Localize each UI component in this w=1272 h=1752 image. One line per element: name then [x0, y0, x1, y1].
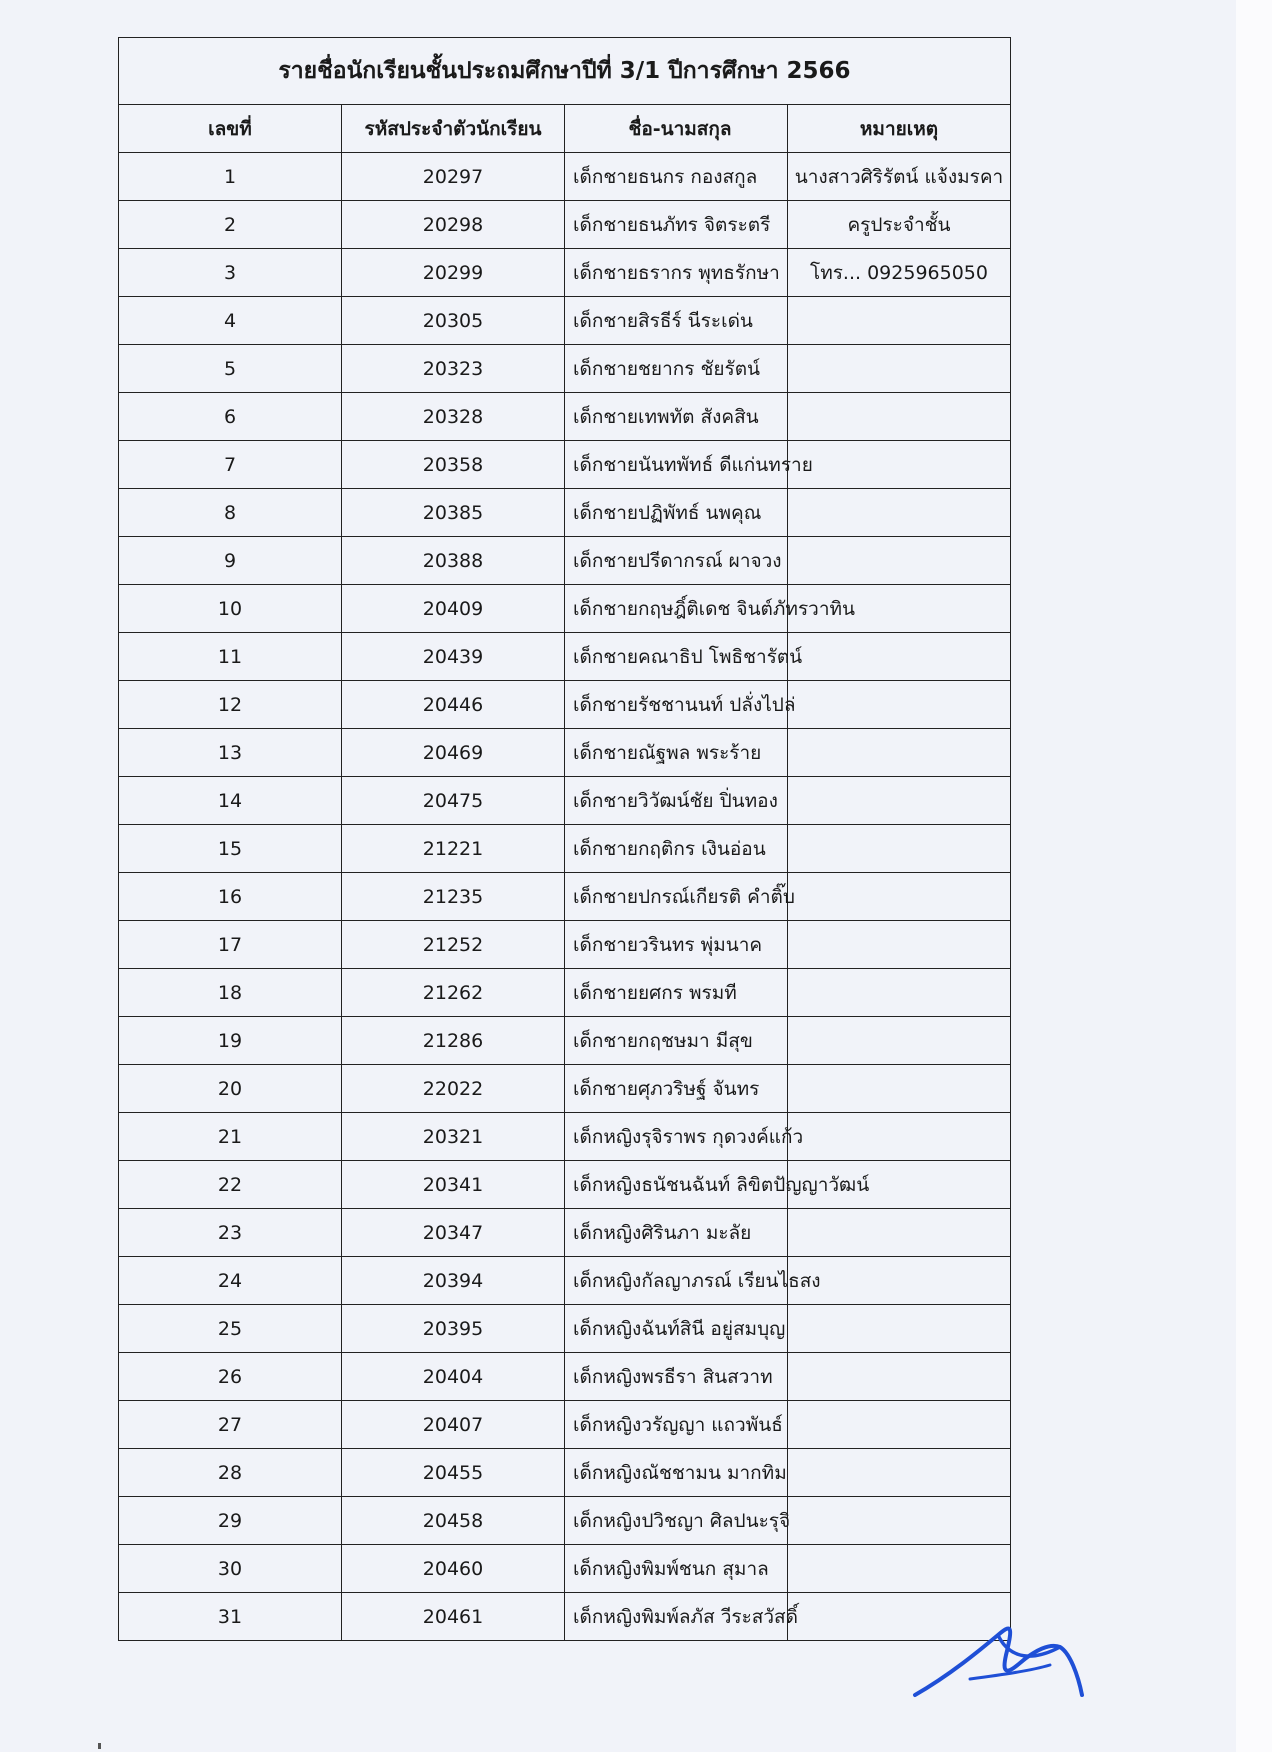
remark-cell	[788, 825, 1011, 873]
student-id: 20455	[342, 1449, 565, 1497]
header-student-id: รหัสประจำตัวนักเรียน	[342, 105, 565, 153]
student-id: 20299	[342, 249, 565, 297]
student-name: เด็กชายกฤษฎิ์ติเดช จินต์ภัทรวาทิน	[565, 585, 788, 633]
table-row	[119, 921, 1011, 969]
student-name: เด็กชายยศกร พรมที	[565, 969, 788, 1017]
remark-cell	[788, 1353, 1011, 1401]
student-id: 20409	[342, 585, 565, 633]
row-number: 12	[119, 681, 342, 729]
remark-cell	[788, 537, 1011, 585]
table-row	[119, 729, 1011, 777]
student-name: เด็กชายธนภัทร จิตระตรี	[565, 201, 788, 249]
table-row	[119, 489, 1011, 537]
header-name: ชื่อ-นามสกุล	[565, 105, 788, 153]
row-number: 15	[119, 825, 342, 873]
table-row	[119, 1305, 1011, 1353]
remark-cell: ครูประจำชั้น	[788, 201, 1011, 249]
student-name: เด็กหญิงพิมพ์ลภัส วีระสวัสดิ์	[565, 1593, 788, 1641]
scan-speck	[98, 1743, 101, 1749]
row-number: 4	[119, 297, 342, 345]
student-name: เด็กหญิงรุจิราพร กุดวงค์แก้ว	[565, 1113, 788, 1161]
table-row	[119, 873, 1011, 921]
student-id: 20321	[342, 1113, 565, 1161]
row-number: 14	[119, 777, 342, 825]
table-row	[119, 1113, 1011, 1161]
document-title: รายชื่อนักเรียนชั้นประถมศึกษาปีที่ 3/1 ปีการศึกษา 2566	[119, 38, 1011, 105]
student-name: เด็กหญิงวรัญญา แถวพันธ์	[565, 1401, 788, 1449]
student-id: 20458	[342, 1497, 565, 1545]
row-number: 29	[119, 1497, 342, 1545]
row-number: 7	[119, 441, 342, 489]
student-id: 20297	[342, 153, 565, 201]
student-id: 21286	[342, 1017, 565, 1065]
student-id: 20446	[342, 681, 565, 729]
student-name: เด็กชายธรากร พุทธรักษา	[565, 249, 788, 297]
remark-cell	[788, 1113, 1011, 1161]
remark-cell	[788, 873, 1011, 921]
student-name: เด็กหญิงพรธีรา สินสวาท	[565, 1353, 788, 1401]
table-row	[119, 777, 1011, 825]
row-number: 8	[119, 489, 342, 537]
table-row	[119, 633, 1011, 681]
student-name: เด็กชายชยากร ชัยรัตน์	[565, 345, 788, 393]
student-name: เด็กหญิงณัชชามน มากทิม	[565, 1449, 788, 1497]
table-row	[119, 585, 1011, 633]
remark-cell	[788, 489, 1011, 537]
table-row	[119, 969, 1011, 1017]
student-id: 21221	[342, 825, 565, 873]
student-name: เด็กหญิงกัลญาภรณ์ เรียนไธสง	[565, 1257, 788, 1305]
student-id: 20460	[342, 1545, 565, 1593]
row-number: 28	[119, 1449, 342, 1497]
student-id: 20358	[342, 441, 565, 489]
student-name: เด็กชายคณาธิป โพธิชารัตน์	[565, 633, 788, 681]
header-remarks: หมายเหตุ	[788, 105, 1011, 153]
student-name: เด็กหญิงศิรินภา มะลัย	[565, 1209, 788, 1257]
student-id: 21262	[342, 969, 565, 1017]
remark-cell	[788, 345, 1011, 393]
table-row	[119, 1017, 1011, 1065]
table-row	[119, 1257, 1011, 1305]
student-id: 20323	[342, 345, 565, 393]
student-id: 20407	[342, 1401, 565, 1449]
student-id: 20394	[342, 1257, 565, 1305]
remark-cell	[788, 1401, 1011, 1449]
student-roster-table	[118, 37, 1011, 1641]
row-number: 31	[119, 1593, 342, 1641]
table-row	[119, 1065, 1011, 1113]
student-name: เด็กชายณัฐพล พระร้าย	[565, 729, 788, 777]
student-name: เด็กชายสิรธีร์ นีระเด่น	[565, 297, 788, 345]
row-number: 3	[119, 249, 342, 297]
row-number: 6	[119, 393, 342, 441]
student-id: 20404	[342, 1353, 565, 1401]
row-number: 20	[119, 1065, 342, 1113]
table-row	[119, 1353, 1011, 1401]
row-number: 25	[119, 1305, 342, 1353]
student-name: เด็กชายนันทพัทธ์ ดีแก่นทราย	[565, 441, 788, 489]
student-name: เด็กชายรัชชานนท์ ปลั่งไปล่	[565, 681, 788, 729]
remark-cell	[788, 441, 1011, 489]
student-id: 20469	[342, 729, 565, 777]
remark-cell	[788, 1305, 1011, 1353]
remark-cell	[788, 297, 1011, 345]
table-row	[119, 393, 1011, 441]
table-row	[119, 537, 1011, 585]
student-name: เด็กชายปรีดากรณ์ ผาจวง	[565, 537, 788, 585]
row-number: 24	[119, 1257, 342, 1305]
table-row	[119, 249, 1011, 297]
student-name: เด็กชายปฏิพัทธ์ นพคุณ	[565, 489, 788, 537]
student-id: 20385	[342, 489, 565, 537]
table-row	[119, 441, 1011, 489]
student-id: 20475	[342, 777, 565, 825]
remark-cell: โทร... 0925965050	[788, 249, 1011, 297]
student-name: เด็กชายวิวัฒน์ชัย ปิ่นทอง	[565, 777, 788, 825]
student-id: 21252	[342, 921, 565, 969]
table-row	[119, 1161, 1011, 1209]
table-row	[119, 345, 1011, 393]
row-number: 13	[119, 729, 342, 777]
remark-cell	[788, 1065, 1011, 1113]
table-row	[119, 1449, 1011, 1497]
table-row	[119, 1497, 1011, 1545]
header-no: เลขที่	[119, 105, 342, 153]
teacher-signature	[910, 1595, 1090, 1700]
student-name: เด็กหญิงธนัชนฉันท์ ลิขิตปัญญาวัฒน์	[565, 1161, 788, 1209]
table-row	[119, 1209, 1011, 1257]
table-row	[119, 201, 1011, 249]
table-row	[119, 153, 1011, 201]
row-number: 23	[119, 1209, 342, 1257]
row-number: 21	[119, 1113, 342, 1161]
row-number: 1	[119, 153, 342, 201]
row-number: 30	[119, 1545, 342, 1593]
row-number: 27	[119, 1401, 342, 1449]
remark-cell: นางสาวศิริรัตน์ แจ้งมรคา	[788, 153, 1011, 201]
student-name: เด็กหญิงฉันท์สินี อยู่สมบุญ	[565, 1305, 788, 1353]
student-name: เด็กชายธนกร กองสกูล	[565, 153, 788, 201]
remark-cell	[788, 681, 1011, 729]
student-id: 20395	[342, 1305, 565, 1353]
student-name: เด็กชายปกรณ์เกียรติ คำติ๊บ	[565, 873, 788, 921]
row-number: 2	[119, 201, 342, 249]
student-id: 20388	[342, 537, 565, 585]
remark-cell	[788, 777, 1011, 825]
row-number: 19	[119, 1017, 342, 1065]
student-id: 20298	[342, 201, 565, 249]
remark-cell	[788, 1209, 1011, 1257]
row-number: 5	[119, 345, 342, 393]
student-name: เด็กหญิงพิมพ์ชนก สุมาล	[565, 1545, 788, 1593]
student-name: เด็กชายศุภวริษฐ์ จันทร	[565, 1065, 788, 1113]
student-id: 21235	[342, 873, 565, 921]
roster-body	[119, 153, 1011, 1641]
remark-cell	[788, 921, 1011, 969]
row-number: 18	[119, 969, 342, 1017]
row-number: 10	[119, 585, 342, 633]
student-name: เด็กชายกฤชษมา มีสุข	[565, 1017, 788, 1065]
row-number: 17	[119, 921, 342, 969]
student-name: เด็กชายวรินทร พุ่มนาค	[565, 921, 788, 969]
paper-edge	[1236, 0, 1272, 1752]
column-header-row	[119, 105, 1011, 153]
table-row	[119, 1593, 1011, 1641]
student-id: 20305	[342, 297, 565, 345]
student-id: 20328	[342, 393, 565, 441]
remark-cell	[788, 393, 1011, 441]
remark-cell	[788, 969, 1011, 1017]
remark-cell	[788, 729, 1011, 777]
remark-cell	[788, 1545, 1011, 1593]
row-number: 11	[119, 633, 342, 681]
row-number: 9	[119, 537, 342, 585]
table-row	[119, 297, 1011, 345]
remark-cell	[788, 1449, 1011, 1497]
row-number: 22	[119, 1161, 342, 1209]
table-row	[119, 1545, 1011, 1593]
student-name: เด็กหญิงปวิชญา ศิลปนะรุจิ	[565, 1497, 788, 1545]
student-name: เด็กชายกฤติกร เงินอ่อน	[565, 825, 788, 873]
table-row	[119, 1401, 1011, 1449]
remark-cell	[788, 633, 1011, 681]
table-row	[119, 681, 1011, 729]
remark-cell	[788, 1497, 1011, 1545]
student-name: เด็กชายเทพทัต สังคสิน	[565, 393, 788, 441]
student-id: 20461	[342, 1593, 565, 1641]
remark-cell	[788, 1017, 1011, 1065]
row-number: 26	[119, 1353, 342, 1401]
student-id: 20341	[342, 1161, 565, 1209]
row-number: 16	[119, 873, 342, 921]
student-id: 20347	[342, 1209, 565, 1257]
student-id: 20439	[342, 633, 565, 681]
table-row	[119, 825, 1011, 873]
student-id: 22022	[342, 1065, 565, 1113]
